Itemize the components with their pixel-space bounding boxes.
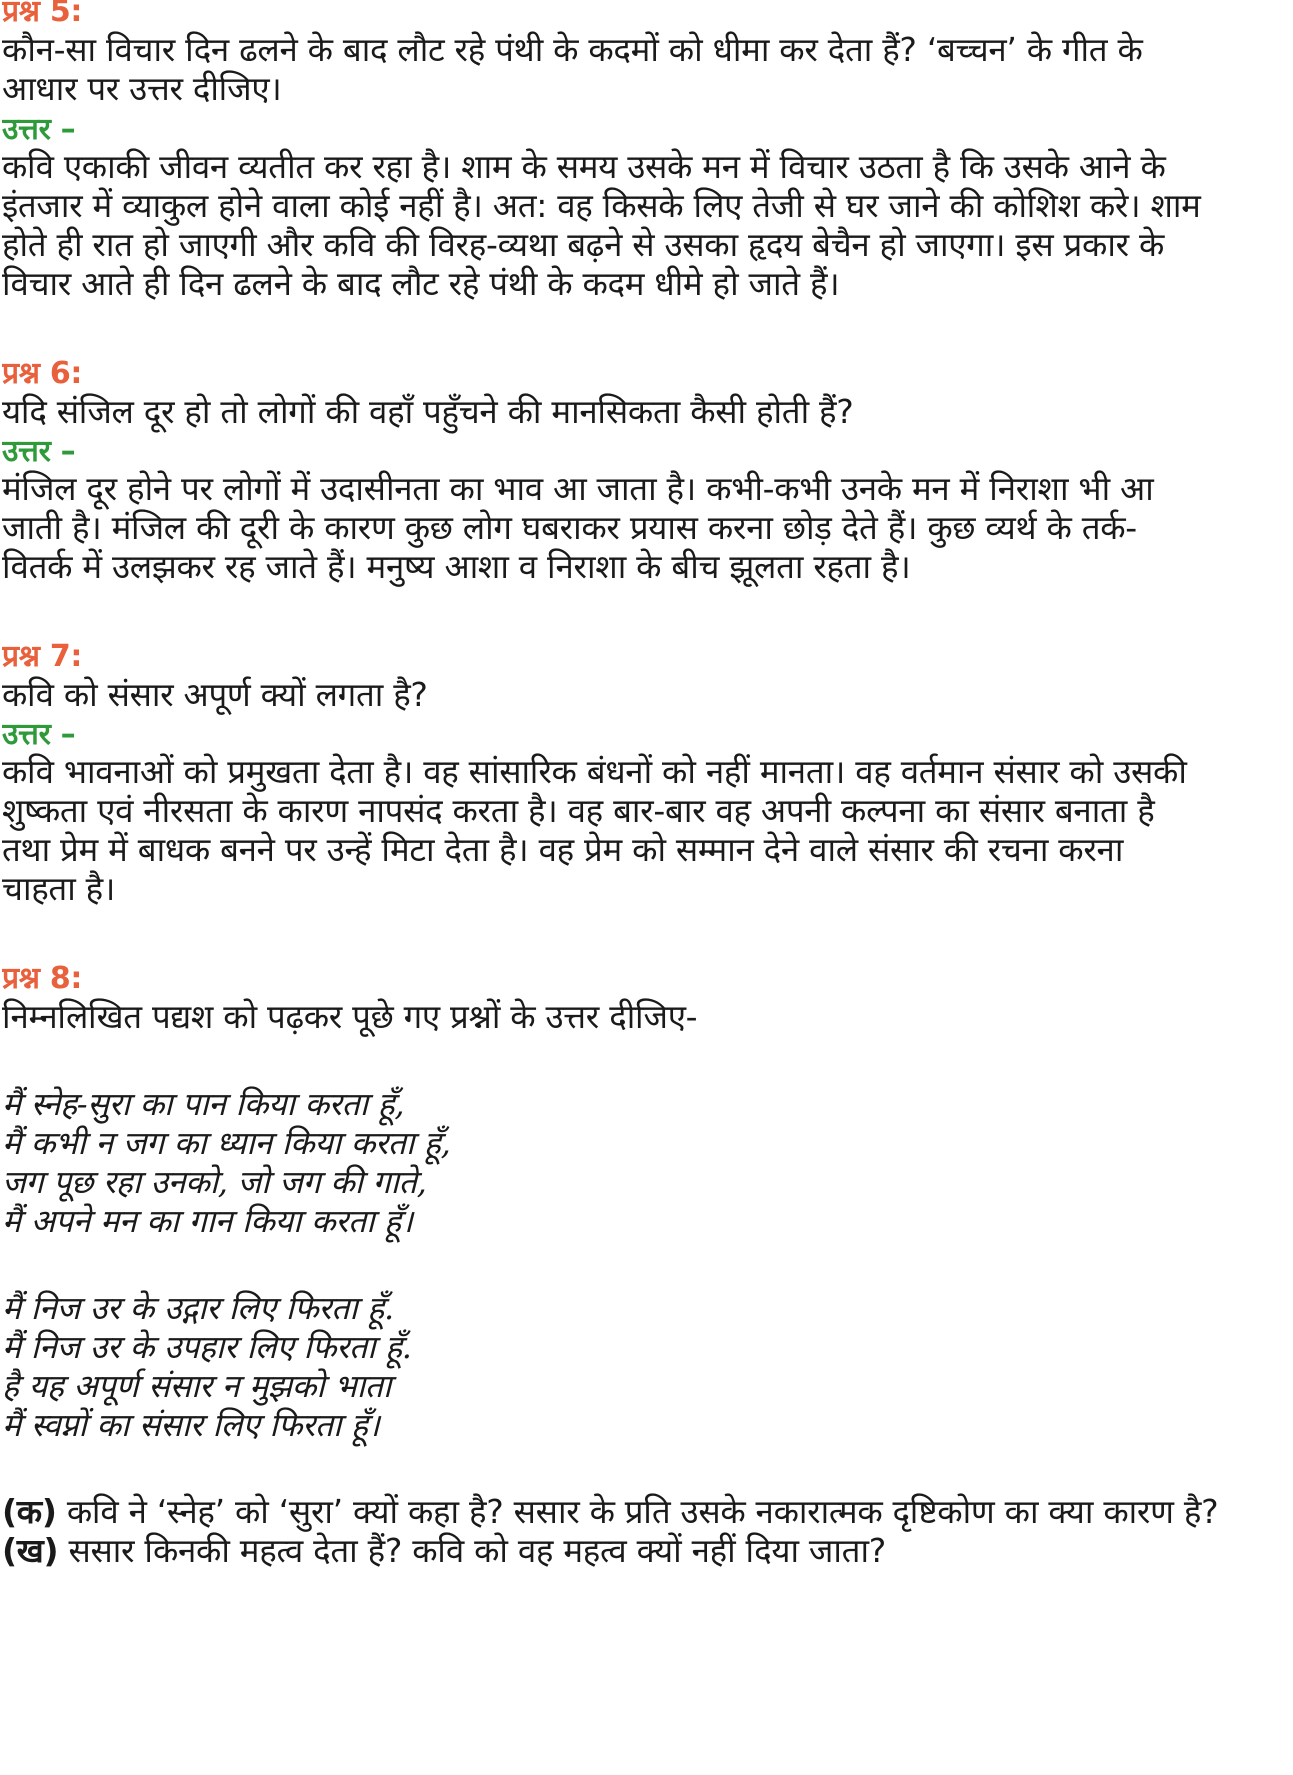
poem-stanza-1-line-4: मैं अपने मन का गान किया करता हूँ। [2,1202,413,1240]
page [2,0,1288,1775]
sub-question-kha [2,1529,886,1573]
question-7-label: प्रश्न 7: [2,639,83,674]
answer-5-label: उत्तर – [2,112,76,147]
poem-stanza-2-line-2: मैं निज उर के उपहार लिए फिरता हूँ. [2,1328,412,1366]
answer-6-line-3: वितर्क में उलझकर रह जाते हैं। मनुष्य आशा व निराशा के बीच झूलता रहता है। [2,547,911,586]
answer-5-line-3: होते ही रात हो जाएगी और कवि की विरह-व्यथा बढ़ने से उसका हृदय बेचैन हो जाएगा। इस प्रकार के [2,225,1165,264]
sub-question-kha-marker: (ख) [2,1531,59,1570]
sub-question-ka-marker: (क) [2,1492,57,1531]
question-8-text-line-1: निम्नलिखित पद्यश को पढ़कर पूछे गए प्रश्नों के उत्तर दीजिए- [2,997,698,1036]
poem-stanza-1-line-2: मैं कभी न जग का ध्यान किया करता हूँ, [2,1124,451,1162]
sub-question-kha-text: ससार किनकी महत्व देता हैं? कवि को वह महत्व क्यों नहीं दिया जाता? [68,1531,886,1570]
answer-6-line-2: जाती है। मंजिल की दूरी के कारण कुछ लोग घबराकर प्रयास करना छोड़ देते हैं। कुछ व्यर्थ के तर्क- [2,508,1137,547]
answer-7-line-3: तथा प्रेम में बाधक बनने पर उन्हें मिटा देता है। वह प्रेम को सम्मान देने वाले संसार की रचना करना [2,830,1124,869]
answer-7-line-1: कवि भावनाओं को प्रमुखता देता है। वह सांसारिक बंधनों को नहीं मानता। वह वर्तमान संसार को उसकी [2,752,1187,791]
poem-stanza-2-line-1: मैं निज उर के उद्गार लिए फिरता हूँ. [2,1289,394,1327]
answer-6-label: उत्तर – [2,434,76,469]
question-5-text-line-2: आधार पर उत्तर दीजिए। [2,69,282,108]
answer-7-line-4: चाहता है। [2,869,116,908]
question-8-label: प्रश्न 8: [2,961,83,996]
answer-7-line-2: शुष्कता एवं नीरसता के कारण नापसंद करता है। वह बार-बार वह अपनी कल्पना का संसार बनाता है [2,791,1155,830]
question-7-text-line-1: कवि को संसार अपूर्ण क्यों लगता है? [2,675,428,714]
answer-5-line-4: विचार आते ही दिन ढलने के बाद लौट रहे पंथी के कदम धीमे हो जाते हैं। [2,264,840,303]
poem-stanza-1-line-1: मैं स्नेह-सुरा का पान किया करता हूँ, [2,1085,405,1123]
poem-stanza-1-line-3: जग पूछ रहा उनको, जो जग की गाते, [2,1163,427,1201]
question-5-label: प्रश्न 5: [2,0,83,29]
question-5-text-line-1: कौन-सा विचार दिन ढलने के बाद लौट रहे पंथी के कदमों को धीमा कर देता हैं? ‘बच्चन’ के गीत के [2,30,1143,69]
answer-7-label: उत्तर – [2,717,76,752]
sub-question-ka [2,1490,1218,1534]
sub-question-ka-text: कवि ने ‘स्नेह’ को ‘सुरा’ क्यों कहा है? ससार के प्रति उसके नकारात्मक दृष्टिकोण का क्या कारण है? [66,1492,1219,1531]
answer-5-line-2: इंतजार में व्याकुल होने वाला कोई नहीं है। अत: वह किसके लिए तेजी से घर जाने की कोशिश करे। शाम [2,186,1201,225]
question-6-label: प्रश्न 6: [2,356,83,391]
poem-stanza-2-line-3: है यह अपूर्ण संसार न मुझको भाता [2,1367,391,1405]
answer-6-line-1: मंजिल दूर होने पर लोगों में उदासीनता का भाव आ जाता है। कभी-कभी उनके मन में निराशा भी आ [2,469,1154,508]
question-6-text-line-1: यदि संजिल दूर हो तो लोगों की वहाँ पहुँचने की मानसिकता कैसी होती हैं? [2,392,854,431]
answer-5-line-1: कवि एकाकी जीवन व्यतीत कर रहा है। शाम के समय उसके मन में विचार उठता है कि उसके आने के [2,147,1166,186]
poem-stanza-2-line-4: मैं स्वप्नों का संसार लिए फिरता हूँ। [2,1406,380,1444]
